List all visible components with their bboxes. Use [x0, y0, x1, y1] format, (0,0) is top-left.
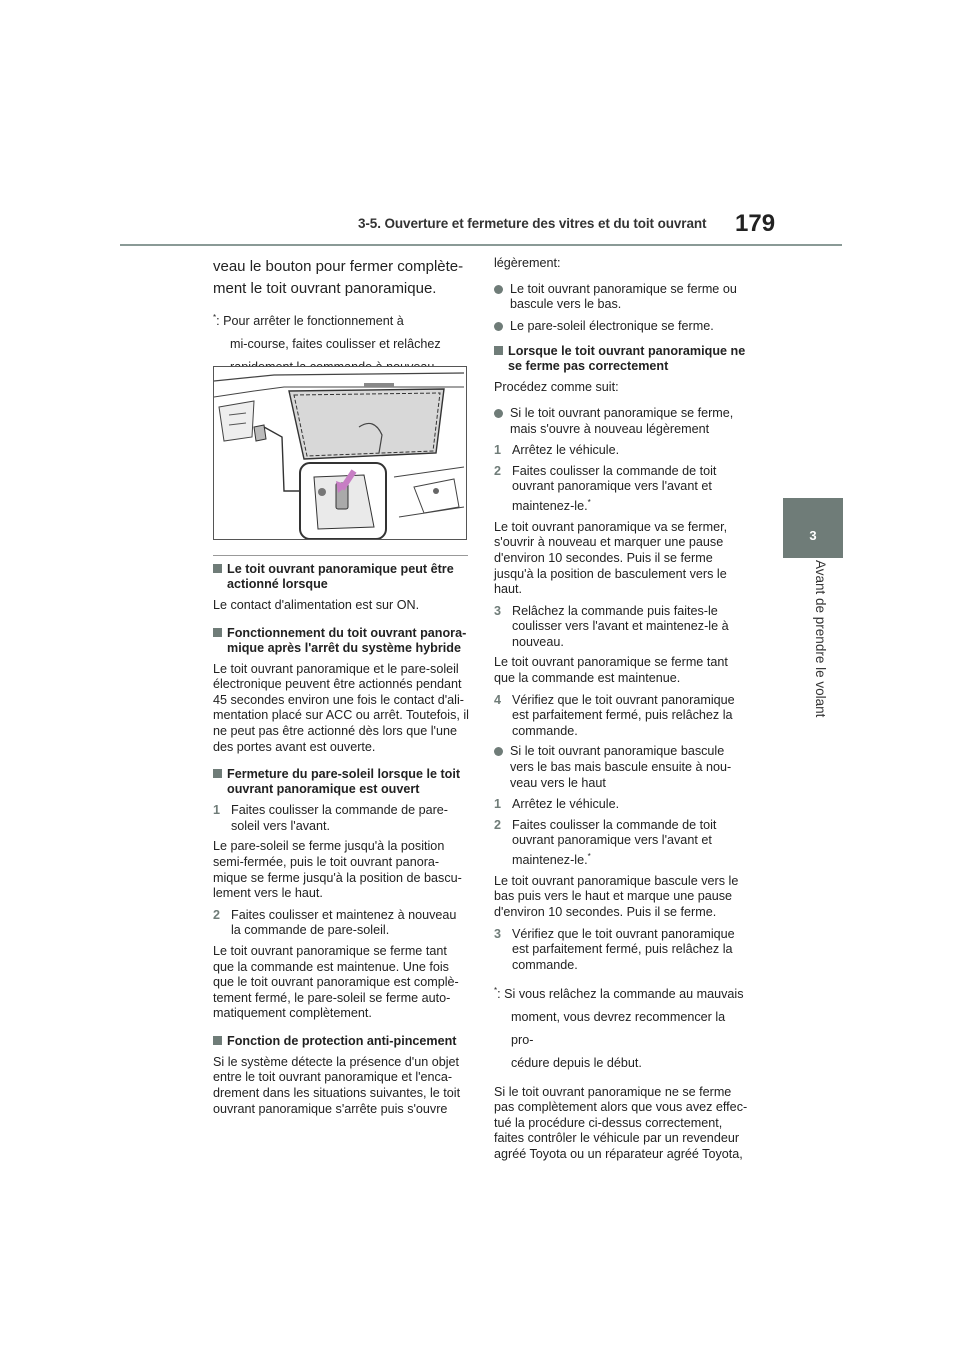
paragraph: Le toit ouvrant panoramique bascule vers le bas puis vers le haut et marque une pause d'environ 10 secondes. Puis il se ferme. [494, 873, 739, 919]
right-column [494, 256, 750, 1169]
header-rule [120, 244, 842, 246]
bullet-item: Le pare-soleil électronique se ferme. [494, 319, 750, 335]
paragraph: Le pare-soleil se ferme jusqu'à la position semi-fermée, puis le toit ouvrant panora-mique se ferme jusqu'à la position de bascu-lement vers le haut. [213, 839, 462, 901]
step-text: Faites coulisser la commande de pare-soleil vers l'avant. [231, 803, 448, 833]
footnote-line: Si vous relâchez la commande au mauvais [504, 986, 744, 1001]
paragraph: Procédez comme suit: [494, 380, 619, 395]
step-text: Faites coulisser la commande de toit ouvrant panoramique vers l'avant et maintenez-le. [512, 817, 717, 868]
figure-rule [213, 555, 468, 556]
footnote: *: Si vous relâchez la commande au mauvais moment, vous devrez recommencer la pro- cédure depuis le début. [494, 978, 750, 1074]
step-text: Vérifiez que le toit ouvrant panoramique est parfaitement fermé, puis relâchez la commande. [512, 926, 735, 972]
paragraph: Le toit ouvrant panoramique et le pare-soleil électronique peuvent être actionnés pendant 45 secondes environ une fois le contact d'ali-mentation placé sur ACC ou arrêt. Toutefois, il ne peut pas être actionné dès lors que l'une des portes avant est ouverte. [213, 661, 469, 754]
paragraph: Le toit ouvrant panoramique se ferme tant que la commande est maintenue. [494, 655, 728, 686]
step-item: 3 Relâchez la commande puis faites-le coulisser vers l'avant et maintenez-le à nouveau. [494, 603, 729, 649]
chapter-label: Avant de prendre le volant [813, 560, 828, 718]
step-item: 1 Faites coulisser la commande de pare-soleil vers l'avant. [213, 803, 448, 833]
step-item: 4 Vérifiez que le toit ouvrant panoramique est parfaitement fermé, puis relâchez la commande. [494, 692, 735, 738]
footnote-line: moment, vous devrez recommencer la pro- [511, 1009, 726, 1047]
bullet-item: Si le toit ouvrant panoramique se ferme, mais s'ouvre à nouveau légèrement [494, 406, 750, 437]
step-item: 2 Faites coulisser la commande de toit ouvrant panoramique vers l'avant et maintenez-le.* [494, 463, 717, 514]
section-heading: Fonction de protection anti-pincement [213, 1034, 469, 1049]
paragraph: légèrement: [494, 256, 561, 270]
step-item: 2 Faites coulisser la commande de toit ouvrant panoramique vers l'avant et maintenez-le.* [494, 817, 717, 868]
paragraph: Si le système détecte la présence d'un objet entre le toit ouvrant panoramique et l'enca-drement dans les situations suivantes, le toit ouvrant panoramique s'arrête puis s'ouvre [213, 1054, 461, 1116]
page-number: 179 [735, 210, 776, 237]
paragraph: Si le toit ouvrant panoramique ne se ferme pas complètement alors que vous avez effec-tué la procédure ci-dessus correctement, faites contrôler le véhicule par un revendeur agréé Toyota ou un réparateur agréé Toyota, [494, 1084, 748, 1161]
paragraph: Le toit ouvrant panoramique va se fermer, s'ouvrir à nouveau et marquer une pause d'environ 10 secondes. Puis il se ferme jusqu'à la position de basculement vers le haut. [494, 519, 728, 597]
chapter-tab [783, 498, 843, 558]
section-title: 3-5. Ouverture et fermeture des vitres et du toit ouvrant [358, 216, 707, 231]
paragraph: Le toit ouvrant panoramique se ferme tant que la commande est maintenue. Une fois que le toit ouvrant panoramique est complè-tement fermé, le pare-soleil se ferme auto-matiquement complètement. [213, 943, 459, 1021]
footnote-line: Pour arrêter le fonctionnement à [223, 314, 404, 329]
sunroof-illustration [213, 366, 467, 540]
sunroof-switch-drawing [214, 367, 467, 540]
step-item: 3 Vérifiez que le toit ouvrant panoramique est parfaitement fermé, puis relâchez la commande. [494, 926, 735, 972]
step-item: 2 Faites coulisser et maintenez à nouveau la commande de pare-soleil. [213, 907, 457, 938]
step-item: 1 Arrêtez le véhicule. [494, 797, 620, 812]
step-text: Vérifiez que le toit ouvrant panoramique est parfaitement fermé, puis relâchez la commande. [512, 692, 735, 738]
step-text: Arrêtez le véhicule. [512, 797, 620, 812]
step-text: Arrêtez le véhicule. [512, 443, 620, 458]
intro-text: veau le bouton pour fermer complète-ment le toit ouvrant panoramique. [213, 258, 464, 297]
step-text: Relâchez la commande puis faites-le coulisser vers l'avant et maintenez-le à nouveau. [512, 603, 729, 649]
footnote-line: mi-course, faites coulisser et relâchez [230, 337, 441, 352]
step-text: Faites coulisser et maintenez à nouveau la commande de pare-soleil. [231, 907, 457, 938]
section-heading: Fermeture du pare-soleil lorsque le toit ouvrant panoramique est ouvert [213, 767, 469, 797]
section-heading: Lorsque le toit ouvrant panoramique ne se ferme pas correctement [494, 344, 750, 374]
chapter-number: 3 [809, 528, 817, 543]
section-heading: Fonctionnement du toit ouvrant panora-mique après l'arrêt du système hybride [213, 626, 469, 656]
bullet-item: Si le toit ouvrant panoramique bascule vers le bas mais bascule ensuite à nou-veau vers le haut [494, 744, 750, 791]
step-text: Faites coulisser la commande de toit ouvrant panoramique vers l'avant et maintenez-le. [512, 463, 717, 514]
section-heading: Le toit ouvrant panoramique peut être actionné lorsque [213, 562, 469, 592]
step-item: 1 Arrêtez le véhicule. [494, 443, 620, 458]
footnote: *: Pour arrêter le fonctionnement à mi-course, faites coulisser et relâchez [213, 306, 469, 379]
paragraph: Le contact d'alimentation est sur ON. [213, 598, 420, 612]
left-column-lower [213, 562, 469, 1123]
footnote-line: cédure depuis le début. [511, 1055, 642, 1070]
bullet-item: Le toit ouvrant panoramique se ferme ou bascule vers le bas. [494, 282, 750, 313]
